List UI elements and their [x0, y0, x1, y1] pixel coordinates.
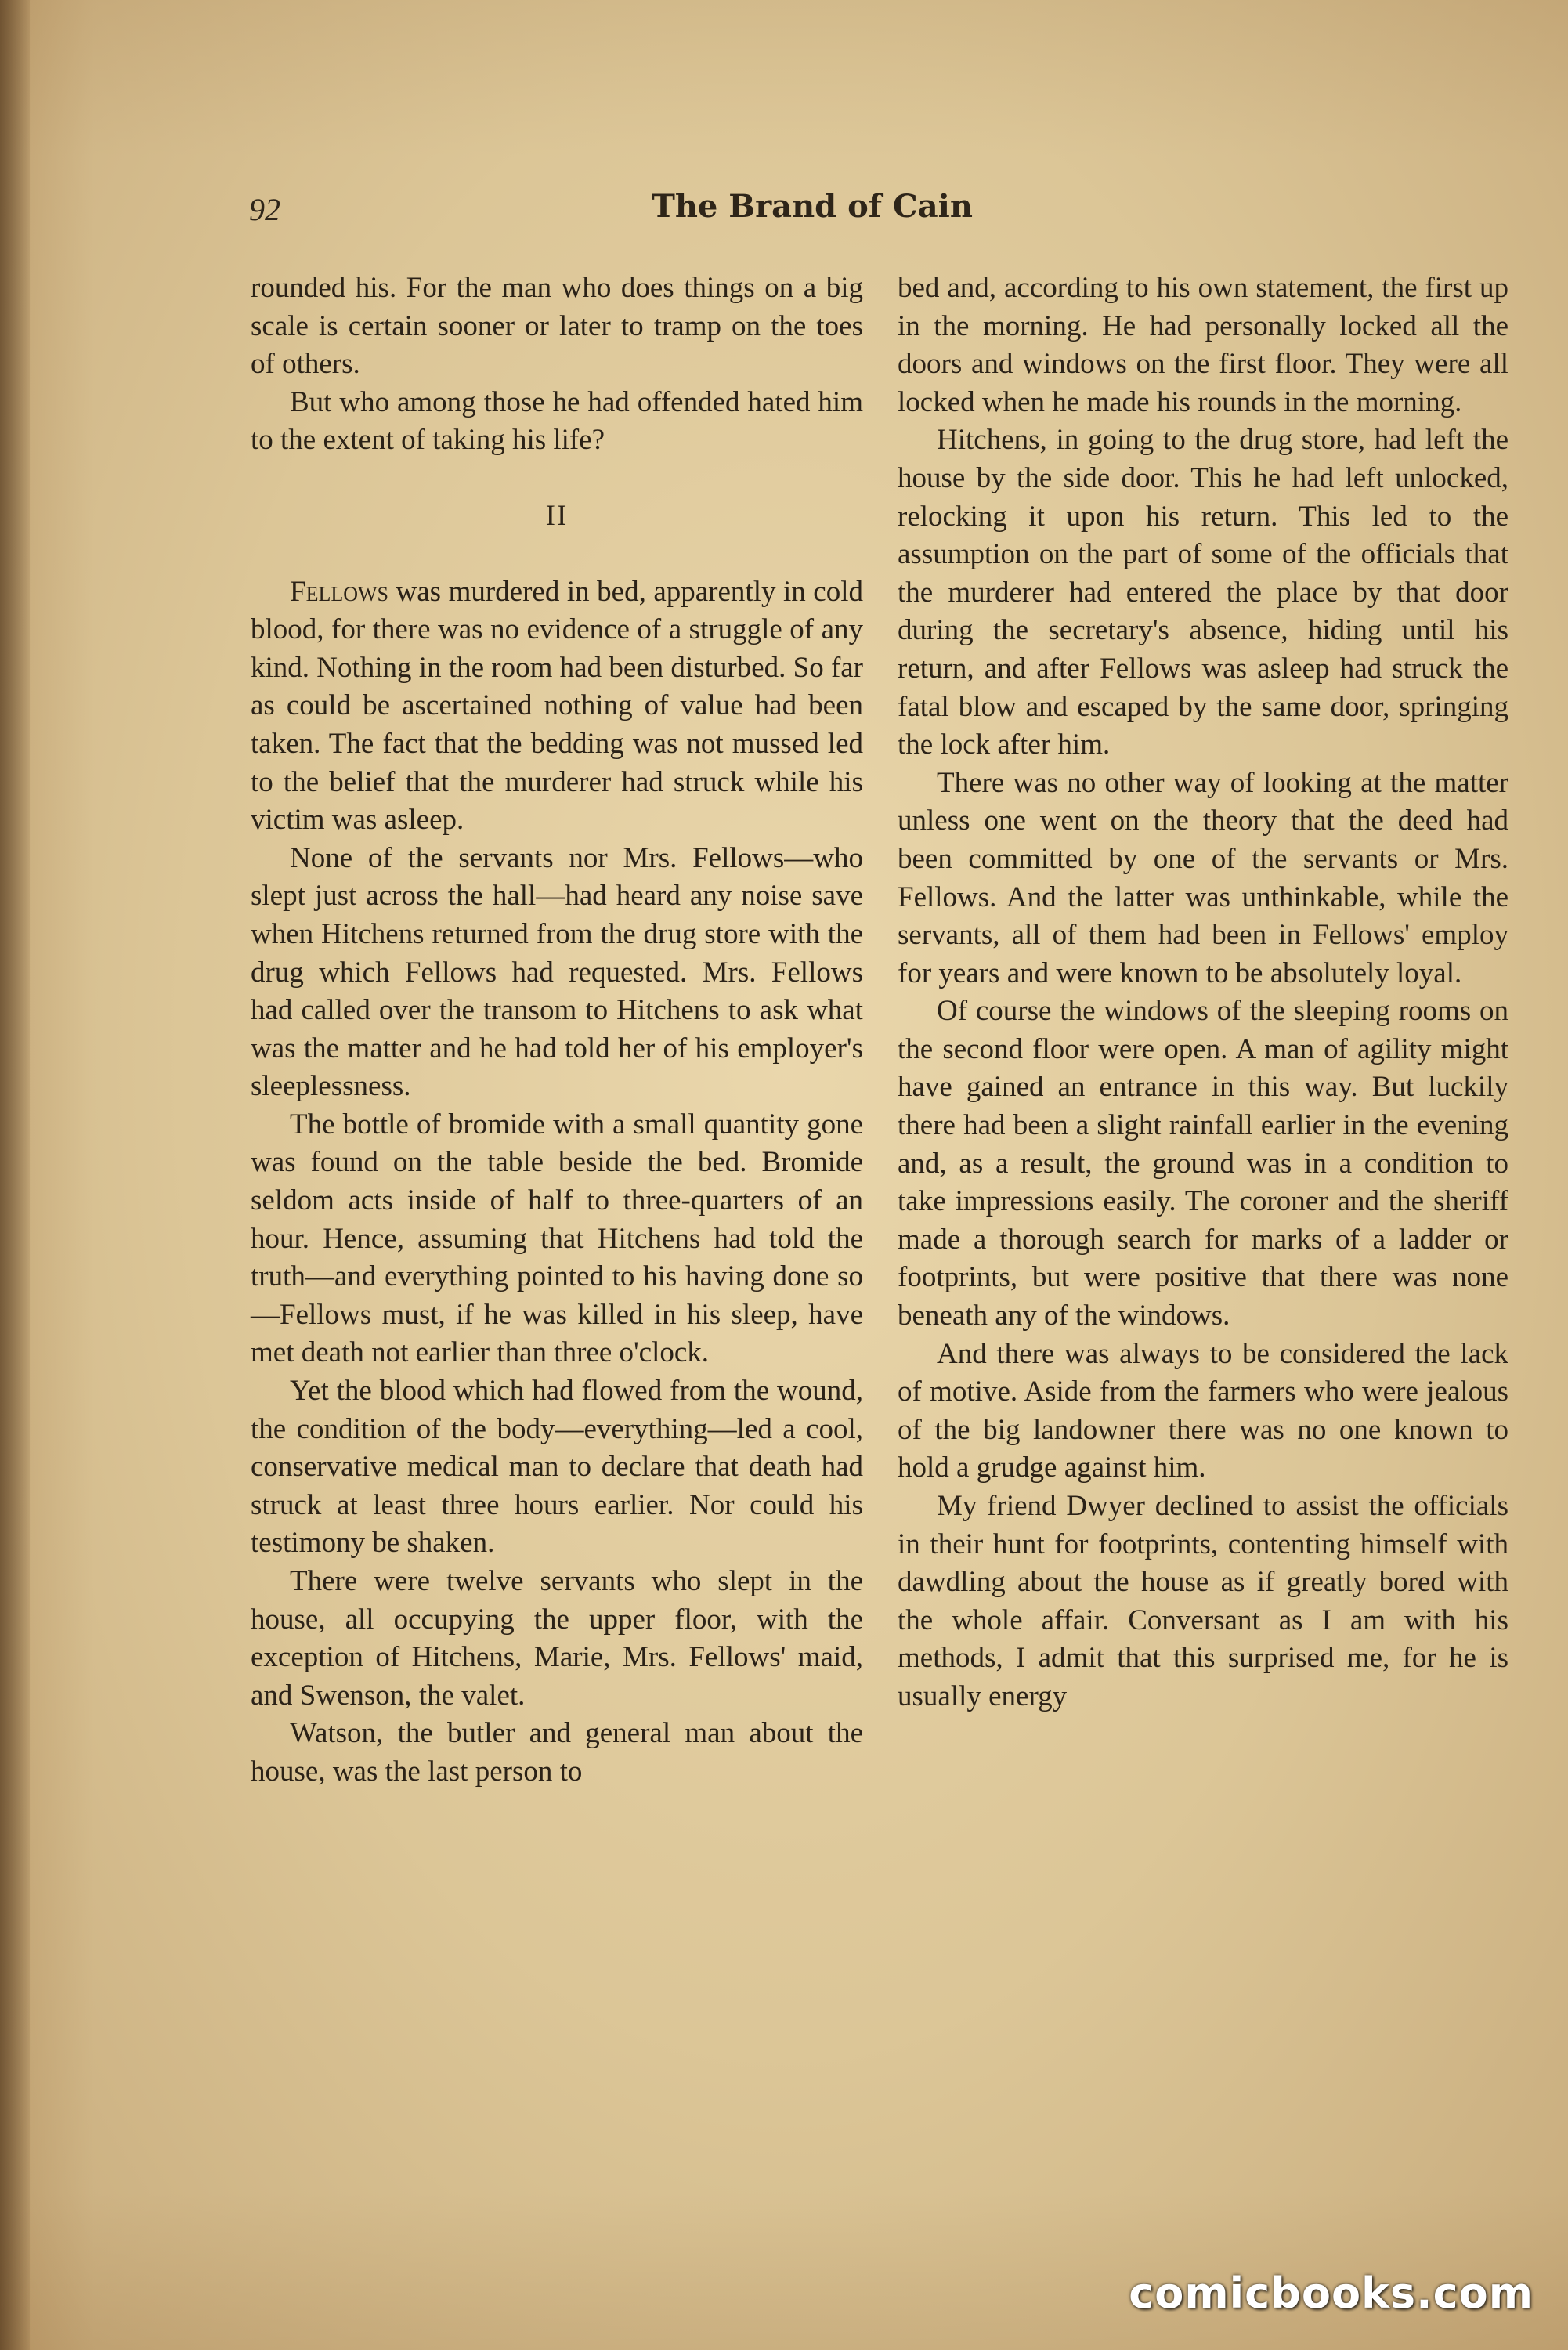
paragraph: Hitchens, in going to the drug store, had left the house by the side door. This he had left unlocked, relocking it upon his return. This led to the assumption on the part of some of the officials that the murderer had entered the place by that door during the secretary's absence, hiding until his return, and after Fellows was asleep had struck the fatal blow and escaped by the same door, springing the lock after him.	[898, 424, 1508, 761]
paragraph-lead-word: Fellows	[290, 575, 388, 608]
paragraph: Watson, the butler and general man about the house, was the last person to	[251, 1717, 863, 1788]
paragraph	[251, 573, 863, 840]
paragraph: bed and, according to his own statement, the first up in the morning. He had personally locked all the doors and windows on the first floor. They were all locked when he made his rounds in the morning.	[898, 272, 1508, 418]
section-heading: II	[545, 499, 569, 532]
paragraph: My friend Dwyer declined to assist the officials in their hunt for footprints, contenting himself with dawdling about the house as if greatly bored with the whole affair. Conversant as I am with his methods, I admit that this surprised me, for he is usually energy	[898, 1490, 1508, 1712]
right-column	[898, 269, 1508, 1716]
page-spine-shadow	[0, 0, 30, 2350]
paragraph: And there was always to be considered the lack of motive. Aside from the farmers who were jealous of the big landowner there was no one known to hold a grudge against him.	[898, 1337, 1508, 1484]
paragraph: None of the servants nor Mrs. Fellows—who slept just across the hall—had heard any noise save when Hitchens returned from the drug store with the drug which Fellows had requested. Mrs. Fellows had called over the transom to Hitchens to ask what was the matter and he had told her of his employer's sleeplessness.	[251, 841, 863, 1103]
page-number: 92	[249, 192, 280, 227]
paragraph-text: was murdered in bed, apparently in cold blood, for there was no evidence of a struggle of any kind. Nothing in the room had been disturbed. So far as could be ascertained nothing of value had been taken. The fact that the bedding was not mussed led to the belief that the murderer had struck while his victim was asleep.	[251, 575, 864, 837]
running-title	[0, 188, 1568, 225]
paragraph: rounded his. For the man who does things on a big scale is certain sooner or later to tramp on the toes of others.	[251, 272, 863, 381]
paragraph: But who among those he had offended hated him to the extent of taking his life?	[251, 385, 863, 457]
paragraph: The bottle of bromide with a small quantity gone was found on the table beside the bed. Bromide seldom acts inside of half to three-quarters of an hour. Hence, assuming that Hitchens had told the truth—and everything pointed to his having done so—Fellows must, if he was killed in his sleep, have met death not earlier than three o'clock.	[251, 1108, 863, 1369]
paragraph: There was no other way of looking at the matter unless one went on the theory that the deed had been committed by one of the servants or Mrs. Fellows. And the latter was unthinkable, while the servants, all of them had been in Fellows' employ for years and were known to be absolutely loyal.	[898, 766, 1508, 989]
paragraph: Yet the blood which had flowed from the wound, the condition of the body—everything—led a cool, conservative medical man to declare that death had struck at least three hours earlier. Nor could his testimony be shaken.	[251, 1375, 863, 1560]
paragraph: There were twelve servants who slept in the house, all occupying the upper floor, with the exception of Hitchens, Marie, Mrs. Fellows' maid, and Swenson, the valet.	[251, 1565, 863, 1712]
site-watermark: comicbooks.com	[1129, 2269, 1534, 2318]
running-title-text: The Brand of Cain	[652, 188, 973, 225]
paragraph: Of course the windows of the sleeping rooms on the second floor were open. A man of agility might have gained an entrance in this way. But luckily there had been a slight rainfall earlier in the evening and, as a result, the ground was in a condition to take impressions easily. The coroner and the sheriff made a thorough search for marks of a ladder or footprints, but were positive that there was none beneath any of the windows.	[898, 995, 1508, 1332]
left-column	[251, 269, 863, 1791]
